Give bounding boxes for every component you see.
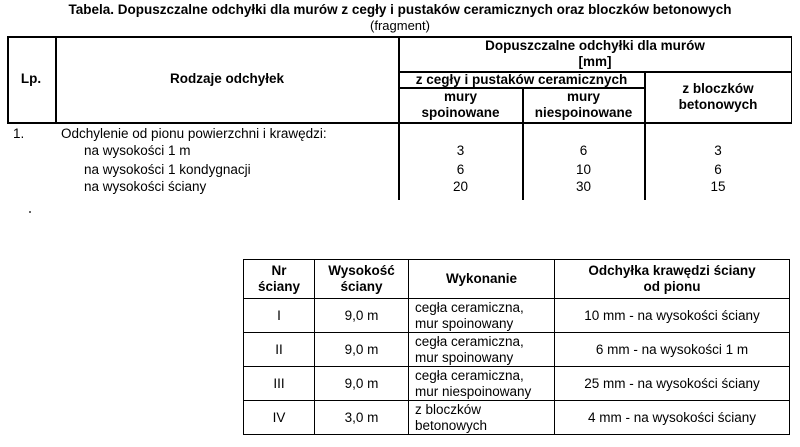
dopuszczalne-line2: [mm] (578, 54, 612, 69)
z-bloczkow-line1: z bloczków (682, 81, 754, 96)
walls-table-header-row (244, 260, 790, 299)
niespoinowane-line1: mury (566, 89, 600, 104)
nr-cell: IV (244, 401, 315, 435)
table-row (244, 401, 790, 435)
table-row (244, 367, 790, 401)
value-niespoinowane: 10 (575, 162, 592, 177)
nr-cell: III (244, 367, 315, 401)
wykonanie-cell: cegła ceramiczna, mur spoinowany (409, 333, 555, 367)
rodzaje-header: Rodzaje odchyłek (169, 71, 285, 86)
walls-table (243, 259, 790, 435)
lp-header: Lp. (20, 71, 42, 86)
table-row (244, 333, 790, 367)
item-label: na wysokości 1 kondygnacji (84, 162, 251, 177)
value-betonowe: 15 (710, 179, 726, 194)
item-label: na wysokości ściany (84, 179, 207, 194)
wysokosc-cell: 9,0 m (315, 333, 409, 367)
stray-dot (29, 211, 31, 213)
spoinowane-line2: spoinowane (421, 105, 500, 120)
wykonanie-cell: z bloczków betonowych (409, 401, 555, 435)
value-niespoinowane: 6 (579, 143, 588, 158)
spoinowane-header (399, 88, 522, 122)
wysokosc-header: Wysokość ściany (315, 260, 409, 299)
value-spoinowane: 6 (456, 162, 465, 177)
niespoinowane-line2: niespoinowane (534, 105, 633, 120)
wykonanie-cell: cegła ceramiczna, mur spoinowany (409, 299, 555, 333)
deviations-table (7, 36, 792, 200)
table-row (244, 299, 790, 333)
table1-title: Tabela. Dopuszczalne odchyłki dla murów z cegły i pustaków ceramicznych oraz bloczków betonowych (68, 2, 732, 17)
nr-cell: I (244, 299, 315, 333)
nr-cell: II (244, 333, 315, 367)
z-cegly-header: z cegły i pustaków ceramicznych (415, 71, 628, 87)
z-bloczkow-line2: betonowych (678, 97, 758, 112)
odchylka-cell: 6 mm - na wysokości 1 m (555, 333, 790, 367)
odchylka-cell: 4 mm - na wysokości ściany (555, 401, 790, 435)
wykonanie-header: Wykonanie (409, 260, 555, 299)
row-lp: 1. (13, 126, 25, 141)
value-betonowe: 3 (714, 143, 722, 158)
spoinowane-line1: mury (443, 89, 477, 104)
value-spoinowane: 3 (456, 143, 465, 158)
wysokosc-cell: 9,0 m (315, 367, 409, 401)
odchylka-cell: 10 mm - na wysokości ściany (555, 299, 790, 333)
wysokosc-cell: 3,0 m (315, 401, 409, 435)
nr-header: Nr ściany (244, 260, 315, 299)
odchylka-header: Odchyłka krawędzi ściany od pionu (555, 260, 790, 299)
wysokosc-cell: 9,0 m (315, 299, 409, 333)
row-heading: Odchylenie od pionu powierzchni i krawędzi: (61, 126, 327, 141)
value-niespoinowane: 30 (575, 179, 592, 194)
niespoinowane-header (523, 88, 644, 122)
dopuszczalne-header (399, 37, 791, 71)
wykonanie-cell: cegła ceramiczna, mur niespoinowany (409, 367, 555, 401)
odchylka-cell: 25 mm - na wysokości ściany (555, 367, 790, 401)
z-bloczkow-header (645, 72, 791, 122)
value-spoinowane: 20 (452, 179, 469, 194)
value-betonowe: 6 (714, 162, 722, 177)
item-label: na wysokości 1 m (84, 143, 191, 158)
table1-subtitle: (fragment) (370, 18, 430, 33)
dopuszczalne-line1: Dopuszczalne odchyłki dla murów (485, 38, 705, 53)
